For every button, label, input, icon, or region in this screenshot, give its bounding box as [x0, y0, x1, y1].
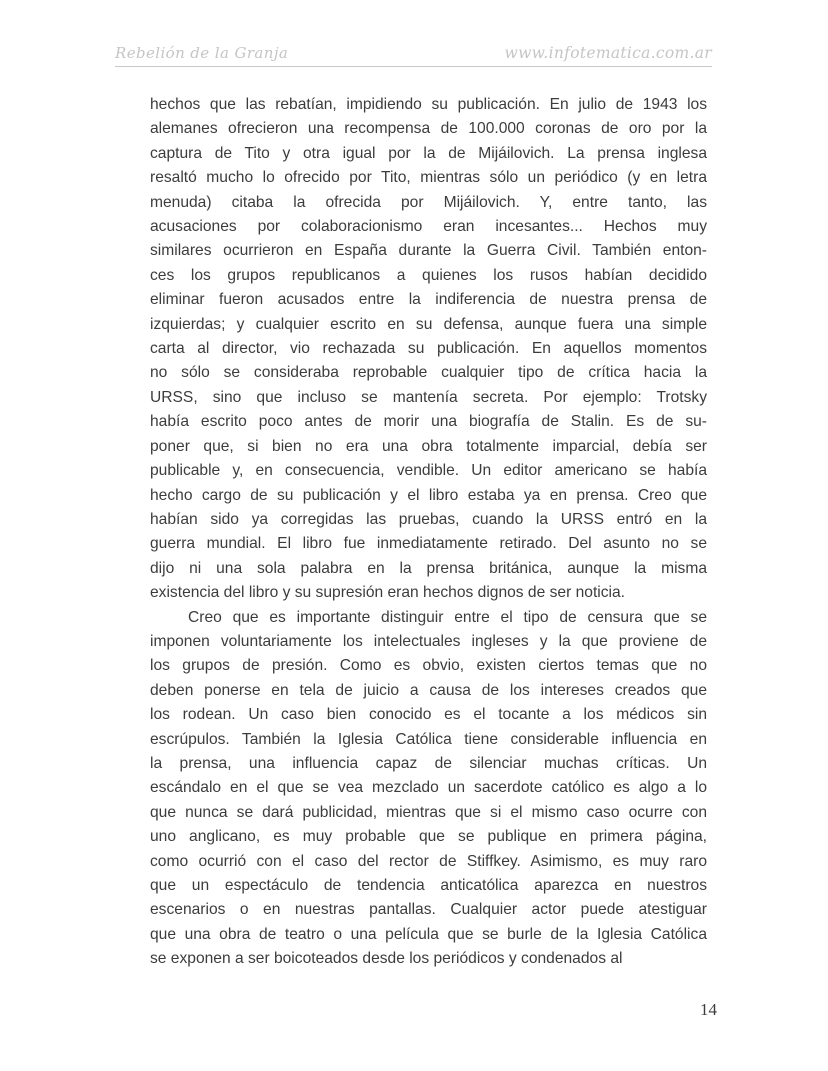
- text-line: escenarios o en nuestras pantallas. Cualquier actor puede atestiguar: [150, 901, 707, 919]
- paragraph: [150, 93, 707, 606]
- text-line: que nunca se dará publicidad, mientras que si el mismo caso ocurre con: [150, 803, 707, 821]
- text-line: dijo ni una sola palabra en la prensa británica, aunque la misma: [150, 559, 707, 577]
- text-line: que una obra de teatro o una película que se burle de la Iglesia Católica: [150, 925, 707, 943]
- text-line: alemanes ofrecieron una recompensa de 100.000 coronas de oro por la: [150, 120, 707, 138]
- page-header: [115, 44, 712, 67]
- text-line: los grupos de presión. Como es obvio, existen ciertos temas que no: [150, 657, 707, 675]
- text-line: habían sido ya corregidas las pruebas, cuando la URSS entró en la: [150, 510, 707, 528]
- text-line: menuda) citaba la ofrecida por Mijáilovich. Y, entre tanto, las: [150, 193, 707, 211]
- website-url: www.infotematica.com.ar: [504, 44, 712, 62]
- text-line: imponen voluntariamente los intelectuales ingleses y la que proviene de: [150, 632, 707, 650]
- text-line: que un espectáculo de tendencia anticatólica aparezca en nuestros: [150, 877, 707, 894]
- page-number: 14: [700, 1000, 717, 1019]
- text-line: resaltó mucho lo ofrecido por Tito, mientras sólo un periódico (y en letra: [150, 169, 707, 187]
- text-line: hechos que las rebatían, impidiendo su publicación. En julio de 1943 los: [150, 96, 707, 113]
- text-line: carta al director, vio rechazada su publicación. En aquellos momentos: [150, 340, 707, 358]
- text-line: los rodean. Un caso bien conocido es el tocante a los médicos sin: [150, 706, 707, 724]
- text-line: ces los grupos republicanos a quienes los rusos habían decidido: [150, 266, 707, 284]
- text-line: Creo que es importante distinguir entre el tipo de censura que se: [188, 608, 707, 626]
- text-line: URSS, sino que incluso se mantenía secreta. Por ejemplo: Trotsky: [150, 388, 707, 406]
- page-body: [150, 93, 707, 972]
- text-line: hecho cargo de su publicación y el libro estaba ya en prensa. Creo que: [150, 486, 707, 504]
- book-title: Rebelión de la Granja: [115, 44, 289, 62]
- text-line: se exponen a ser boicoteados desde los periódicos y condenados al: [150, 950, 623, 968]
- text-line: captura de Tito y otra igual por la de Mijáilovich. La prensa inglesa: [150, 144, 707, 162]
- text-line: como ocurrió con el caso del rector de Stiffkey. Asimismo, es muy raro: [150, 852, 707, 870]
- text-line: poner que, si bien no era una obra totalmente imparcial, debía ser: [150, 437, 707, 455]
- text-line: deben ponerse en tela de juicio a causa de los intereses creados que: [150, 681, 707, 699]
- text-line: no sólo se consideraba reprobable cualquier tipo de crítica hacia la: [150, 364, 707, 382]
- paragraph: [150, 606, 707, 972]
- text-line: escándalo en el que se vea mezclado un sacerdote católico es algo a lo: [150, 779, 707, 797]
- text-line: uno anglicano, es muy probable que se publique en primera página,: [150, 828, 707, 846]
- text-line: publicable y, en consecuencia, vendible. Un editor americano se había: [150, 462, 707, 480]
- text-line: izquierdas; y cualquier escrito en su defensa, aunque fuera una simple: [150, 315, 707, 333]
- text-line: escrúpulos. También la Iglesia Católica tiene considerable influencia en: [150, 730, 707, 748]
- text-line: existencia del libro y su supresión eran hechos dignos de ser noticia.: [150, 584, 626, 602]
- text-line: guerra mundial. El libro fue inmediatamente retirado. Del asunto no se: [150, 535, 707, 553]
- text-line: eliminar fueron acusados entre la indiferencia de nuestra prensa de: [150, 291, 707, 309]
- text-line: había escrito poco antes de morir una biografía de Stalin. Es de su-: [150, 413, 707, 431]
- text-line: acusaciones por colaboracionismo eran incesantes... Hechos muy: [150, 218, 707, 236]
- text-line: similares ocurrieron en España durante la Guerra Civil. También enton-: [150, 242, 707, 260]
- text-line: la prensa, una influencia capaz de silenciar muchas críticas. Un: [150, 754, 707, 772]
